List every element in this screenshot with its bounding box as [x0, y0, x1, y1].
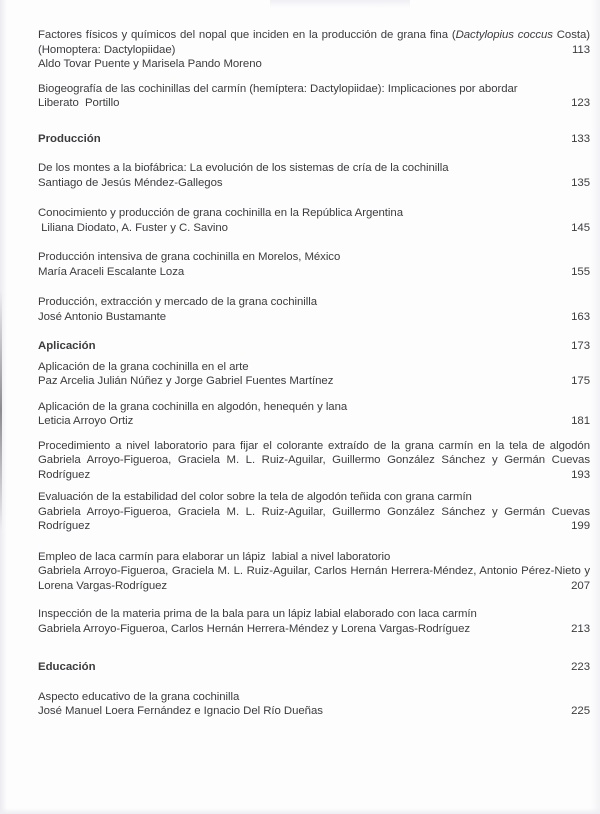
toc-entry [38, 607, 590, 636]
species-name-italic: Dactylopius coccus [455, 29, 553, 41]
toc-line [38, 690, 590, 705]
page-number: 181 [571, 415, 590, 427]
entry-authors [38, 468, 590, 483]
toc-line [38, 206, 590, 221]
text-segment: Aplicación [38, 340, 96, 352]
toc-line [38, 564, 590, 579]
entry-title [38, 161, 590, 176]
toc-line [38, 519, 590, 534]
entry-authors [38, 57, 590, 72]
toc-entry [38, 295, 590, 324]
entry-authors [38, 96, 590, 111]
section-title [38, 660, 590, 675]
text-segment: Paz Arcelia Julián Núñez y Jorge Gabriel Fuentes Martínez [38, 375, 334, 387]
page-number: 199 [571, 520, 590, 532]
toc-line [38, 57, 590, 72]
text-segment: Rodríguez [38, 468, 91, 481]
toc-line [38, 265, 590, 280]
text-segment: Aplicación de la grana cochinilla en algodón, henequén y lana [38, 400, 348, 413]
entry-authors [38, 310, 590, 325]
toc-entry [38, 250, 590, 279]
toc-line [38, 704, 590, 719]
entry-title [38, 295, 590, 310]
toc-line [38, 310, 590, 325]
toc-line [38, 374, 590, 389]
scan-edge-bottom [0, 808, 600, 814]
page-number: 173 [571, 340, 590, 352]
text-segment: Aplicación de la grana cochinilla en el arte [38, 360, 249, 373]
entry-title [38, 360, 590, 375]
text-segment: Factores físicos y químicos del nopal que inciden en la producción de grana fina ( [38, 29, 456, 41]
section-title [38, 132, 590, 147]
toc-entry [38, 690, 590, 719]
toc-line [38, 250, 590, 265]
toc-line [38, 161, 590, 176]
text-segment: Leticia Arroyo Ortiz [38, 415, 134, 427]
text-segment: Gabriela Arroyo-Figueroa, Graciela M. L. Ruiz-Aguilar, Guillermo González Sánchez y Germán Cuevas [38, 454, 590, 466]
text-segment: Gabriela Arroyo-Figueroa, Carlos Hernán Herrera-Méndez y Lorena Vargas-Rodríguez [38, 622, 470, 635]
toc-line [38, 96, 590, 111]
entry-authors [38, 176, 590, 191]
entry-authors [38, 519, 590, 534]
toc-entry [38, 550, 590, 594]
text-segment: Conocimiento y producción de grana cochinilla en la República Argentina [38, 207, 403, 219]
toc-line [38, 43, 590, 58]
page-number: 133 [571, 132, 590, 145]
text-segment: Educación [38, 661, 96, 673]
toc-section-heading [38, 132, 590, 147]
text-segment: Liberato Portillo [38, 97, 120, 109]
toc-line [38, 607, 590, 622]
entry-authors [38, 704, 590, 719]
page-number: 193 [571, 468, 590, 481]
toc-entry [38, 439, 590, 483]
toc-line [38, 505, 590, 520]
text-segment: Aldo Tovar Puente y Marisela Pando Moreno [38, 58, 262, 70]
toc-line [38, 360, 590, 375]
text-segment: Liliana Diodato, A. Fuster y C. Savino [38, 221, 228, 234]
text-segment: Procedimiento a nivel laboratorio para fijar el colorante extraído de la grana carmín en la tela de algodón [38, 439, 590, 452]
toc-line [38, 28, 590, 43]
page-number: 175 [571, 375, 590, 387]
text-segment: Lorena Vargas-Rodríguez [38, 579, 168, 592]
toc-line [38, 468, 590, 483]
toc-entry [38, 28, 590, 72]
entry-title [38, 250, 590, 265]
entry-authors [38, 564, 590, 579]
page-number: 135 [571, 176, 590, 189]
entry-title [38, 400, 590, 415]
toc-entry [38, 161, 590, 190]
toc-line [38, 221, 590, 236]
page-number: 123 [571, 97, 590, 109]
entry-authors [38, 265, 590, 280]
entry-title [38, 43, 590, 58]
text-segment: Empleo de laca carmín para elaborar un lápiz labial a nivel laboratorio [38, 550, 391, 563]
page-number: 223 [571, 661, 590, 673]
toc-entry [38, 400, 590, 429]
text-segment: Rodríguez [38, 520, 91, 532]
text-segment: De los montes a la biofábrica: La evolución de los sistemas de cría de la cochinilla [38, 162, 449, 174]
toc-line [38, 132, 590, 147]
entry-title [38, 490, 590, 505]
toc-line [38, 550, 590, 565]
text-segment: Producción, extracción y mercado de la grana cochinilla [38, 296, 318, 308]
text-segment: (Homoptera: Dactylopiidae) [38, 43, 176, 56]
entry-title [38, 690, 590, 705]
toc-line [38, 339, 590, 354]
toc-entry [38, 360, 590, 389]
toc-line [38, 660, 590, 675]
toc-line [38, 82, 590, 97]
toc-section-heading [38, 339, 590, 354]
section-title [38, 339, 590, 354]
entry-authors [38, 414, 590, 429]
entry-title [38, 439, 590, 454]
toc-line [38, 414, 590, 429]
page-number: 155 [571, 265, 590, 278]
entry-authors [38, 453, 590, 468]
toc-line [38, 490, 590, 505]
text-segment: José Manuel Loera Fernández e Ignacio Del Río Dueñas [38, 705, 323, 717]
page-number: 163 [571, 310, 590, 323]
toc-line [38, 439, 590, 454]
entry-authors [38, 374, 590, 389]
text-segment: Producción [38, 132, 101, 145]
text-segment: Inspección de la materia prima de la bala para un lápiz labial elaborado con laca carmín [38, 608, 477, 620]
toc-section-heading [38, 660, 590, 675]
entry-authors [38, 579, 590, 594]
entry-title [38, 550, 590, 565]
page-number: 113 [571, 43, 590, 56]
text-segment: Santiago de Jesús Méndez-Gallegos [38, 176, 223, 189]
entry-authors [38, 505, 590, 520]
toc-line [38, 176, 590, 191]
text-segment: Producción intensiva de grana cochinilla en Morelos, México [38, 251, 341, 263]
text-segment: Gabriela Arroyo-Figueroa, Graciela M. L. Ruiz-Aguilar, Carlos Hernán Herrera-Méndez, Antonio Pérez-Nieto y [38, 565, 590, 577]
toc-line [38, 579, 590, 594]
toc-line [38, 295, 590, 310]
text-segment: Evaluación de la estabilidad del color sobre la tela de algodón teñida con grana carmín [38, 491, 472, 503]
toc-line [38, 453, 590, 468]
toc-line [38, 622, 590, 637]
entry-title [38, 82, 590, 97]
text-segment: Aspecto educativo de la grana cochinilla [38, 690, 240, 703]
page-number: 145 [571, 221, 590, 234]
entry-authors [38, 622, 590, 637]
toc-entry [38, 490, 590, 534]
page-number: 207 [571, 579, 590, 592]
text-segment: María Araceli Escalante Loza [38, 265, 185, 278]
toc-entry [38, 82, 590, 111]
entry-title [38, 206, 590, 221]
text-segment: Biogeografía de las cochinillas del carmín (hemíptera: Dactylopiidae): Implicaciones por abordar [38, 82, 518, 95]
text-segment: Costa) [552, 29, 591, 41]
page-number: 225 [571, 705, 590, 717]
entry-title [38, 28, 590, 43]
entry-title [38, 607, 590, 622]
page-number: 213 [571, 622, 590, 635]
text-segment: José Antonio Bustamante [38, 310, 167, 323]
toc-entry [38, 206, 590, 235]
entry-authors [38, 221, 590, 236]
text-segment: Gabriela Arroyo-Figueroa, Graciela M. L. Ruiz-Aguilar, Guillermo González Sánchez y Germán Cuevas [38, 505, 590, 518]
toc-line [38, 400, 590, 415]
